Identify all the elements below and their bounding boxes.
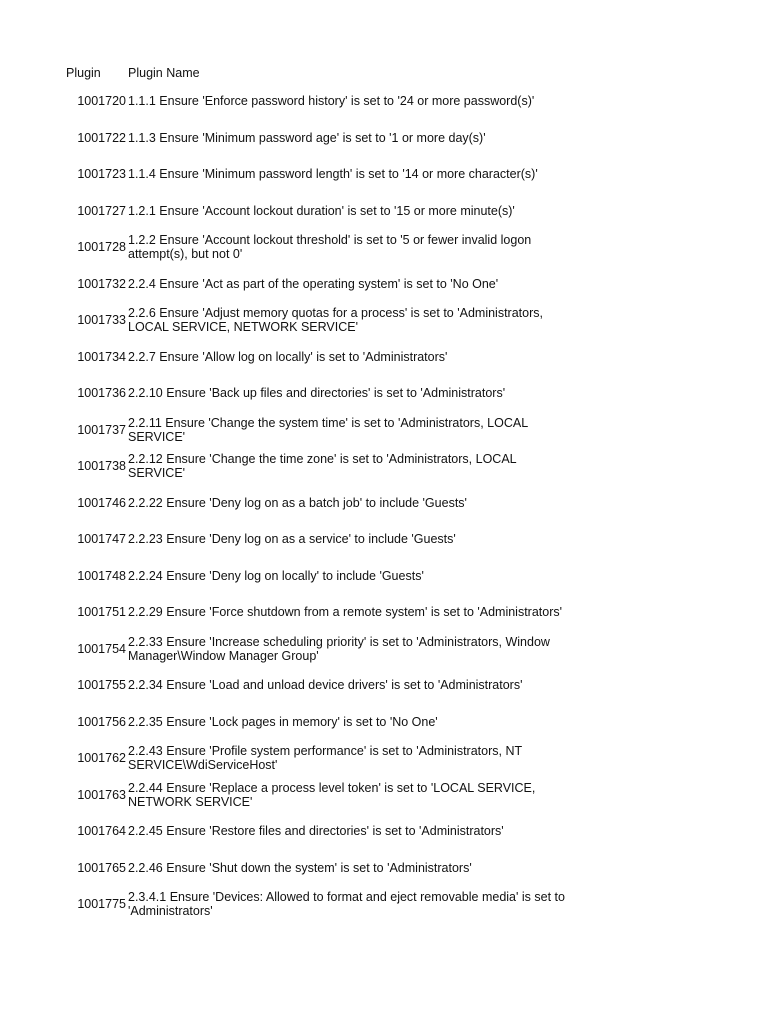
plugin-id-cell: 1001720 xyxy=(77,94,126,108)
table-row xyxy=(66,123,586,153)
plugin-name-cell: 1.1.1 Ensure 'Enforce password history' is set to '24 or more password(s)' xyxy=(128,94,535,108)
table-row xyxy=(66,670,586,700)
plugin-id-cell: 1001736 xyxy=(77,386,126,400)
plugin-name-cell: 2.3.4.1 Ensure 'Devices: Allowed to format and eject removable media' is set to 'Administrators' xyxy=(128,890,565,918)
plugin-name-cell: 2.2.46 Ensure 'Shut down the system' is set to 'Administrators' xyxy=(128,860,472,875)
plugin-id-cell: 1001737 xyxy=(77,422,126,437)
plugin-name-cell: 2.2.7 Ensure 'Allow log on locally' is set to 'Administrators' xyxy=(128,349,448,364)
plugin-id-cell: 1001732 xyxy=(77,276,126,291)
plugin-id-cell: 1001734 xyxy=(77,349,126,364)
table-row xyxy=(66,269,586,299)
table-row xyxy=(66,524,586,554)
plugin-id-cell: 1001763 xyxy=(77,787,126,802)
plugin-id-cell: 1001775 xyxy=(77,897,126,911)
plugin-name-cell: 2.2.10 Ensure 'Back up files and directories' is set to 'Administrators' xyxy=(128,386,506,400)
plugin-name-cell: 2.2.34 Ensure 'Load and unload device drivers' is set to 'Administrators' xyxy=(128,678,523,692)
plugin-id-cell: 1001754 xyxy=(77,641,126,656)
plugin-id-cell: 1001762 xyxy=(77,751,126,765)
plugin-id-cell: 1001751 xyxy=(77,605,126,619)
table-row xyxy=(66,451,586,481)
plugin-id-cell: 1001756 xyxy=(77,714,126,729)
plugin-id-cell: 1001746 xyxy=(77,495,126,510)
table-row xyxy=(66,488,586,518)
plugin-id-cell: 1001765 xyxy=(77,860,126,875)
plugin-id-cell: 1001738 xyxy=(77,459,126,473)
plugin-name-cell: 2.2.35 Ensure 'Lock pages in memory' is set to 'No One' xyxy=(128,714,438,729)
plugin-name-cell: 2.2.43 Ensure 'Profile system performance' is set to 'Administrators, NT SERVICE\WdiServiceHost' xyxy=(128,744,522,772)
table-row xyxy=(66,816,586,846)
plugin-id-cell: 1001764 xyxy=(77,824,126,838)
plugin-id-cell: 1001723 xyxy=(77,167,126,181)
plugin-name-cell: 2.2.29 Ensure 'Force shutdown from a remote system' is set to 'Administrators' xyxy=(128,605,563,619)
plugin-name-cell: 1.2.2 Ensure 'Account lockout threshold' is set to '5 or fewer invalid logon attempt(s), but not 0' xyxy=(128,233,532,261)
table-row xyxy=(66,780,586,810)
table-row xyxy=(66,378,586,408)
table-row xyxy=(66,342,586,372)
table-row xyxy=(66,232,586,262)
table-row xyxy=(66,415,586,445)
plugin-id-cell: 1001728 xyxy=(77,240,126,254)
table-row xyxy=(66,561,586,591)
plugin-name-cell: 1.1.4 Ensure 'Minimum password length' is set to '14 or more character(s)' xyxy=(128,167,538,181)
plugin-name-cell: 2.2.12 Ensure 'Change the time zone' is set to 'Administrators, LOCAL SERVICE' xyxy=(128,452,517,480)
table-row xyxy=(66,597,586,627)
plugin-name-cell: 2.2.4 Ensure 'Act as part of the operating system' is set to 'No One' xyxy=(128,276,499,291)
plugin-id-cell: 1001727 xyxy=(77,203,126,218)
table-row xyxy=(66,743,586,773)
plugin-name-cell: 1.1.3 Ensure 'Minimum password age' is set to '1 or more day(s)' xyxy=(128,130,486,145)
plugin-id-cell: 1001733 xyxy=(77,313,126,327)
table-row xyxy=(66,853,586,883)
plugin-id-cell: 1001755 xyxy=(77,678,126,692)
plugin-id-cell: 1001748 xyxy=(77,568,126,583)
plugin-name-cell: 1.2.1 Ensure 'Account lockout duration' is set to '15 or more minute(s)' xyxy=(128,203,515,218)
column-header-plugin-name: Plugin Name xyxy=(128,66,200,80)
plugin-name-cell: 2.2.23 Ensure 'Deny log on as a service' to include 'Guests' xyxy=(128,532,456,546)
table-row xyxy=(66,889,586,919)
column-header-plugin: Plugin xyxy=(66,66,101,80)
plugin-name-cell: 2.2.24 Ensure 'Deny log on locally' to include 'Guests' xyxy=(128,568,424,583)
table-row xyxy=(66,707,586,737)
plugin-id-cell: 1001747 xyxy=(77,532,126,546)
table-row xyxy=(66,196,586,226)
table-header xyxy=(66,66,586,82)
plugin-id-cell: 1001722 xyxy=(77,130,126,145)
table-row xyxy=(66,634,586,664)
plugin-name-cell: 2.2.33 Ensure 'Increase scheduling priority' is set to 'Administrators, Window Manager\Window Manager Group' xyxy=(128,634,550,663)
plugin-name-cell: 2.2.6 Ensure 'Adjust memory quotas for a process' is set to 'Administrators, LOCAL SERVICE, NETWORK SERVICE' xyxy=(128,306,543,334)
plugin-name-cell: 2.2.44 Ensure 'Replace a process level token' is set to 'LOCAL SERVICE, NETWORK SERVICE' xyxy=(128,780,536,809)
plugin-name-cell: 2.2.11 Ensure 'Change the system time' is set to 'Administrators, LOCAL SERVICE' xyxy=(128,415,528,444)
plugin-name-cell: 2.2.22 Ensure 'Deny log on as a batch job' to include 'Guests' xyxy=(128,495,467,510)
table-row xyxy=(66,86,586,116)
plugin-name-cell: 2.2.45 Ensure 'Restore files and directories' is set to 'Administrators' xyxy=(128,824,504,838)
table-row xyxy=(66,305,586,335)
table-row xyxy=(66,159,586,189)
